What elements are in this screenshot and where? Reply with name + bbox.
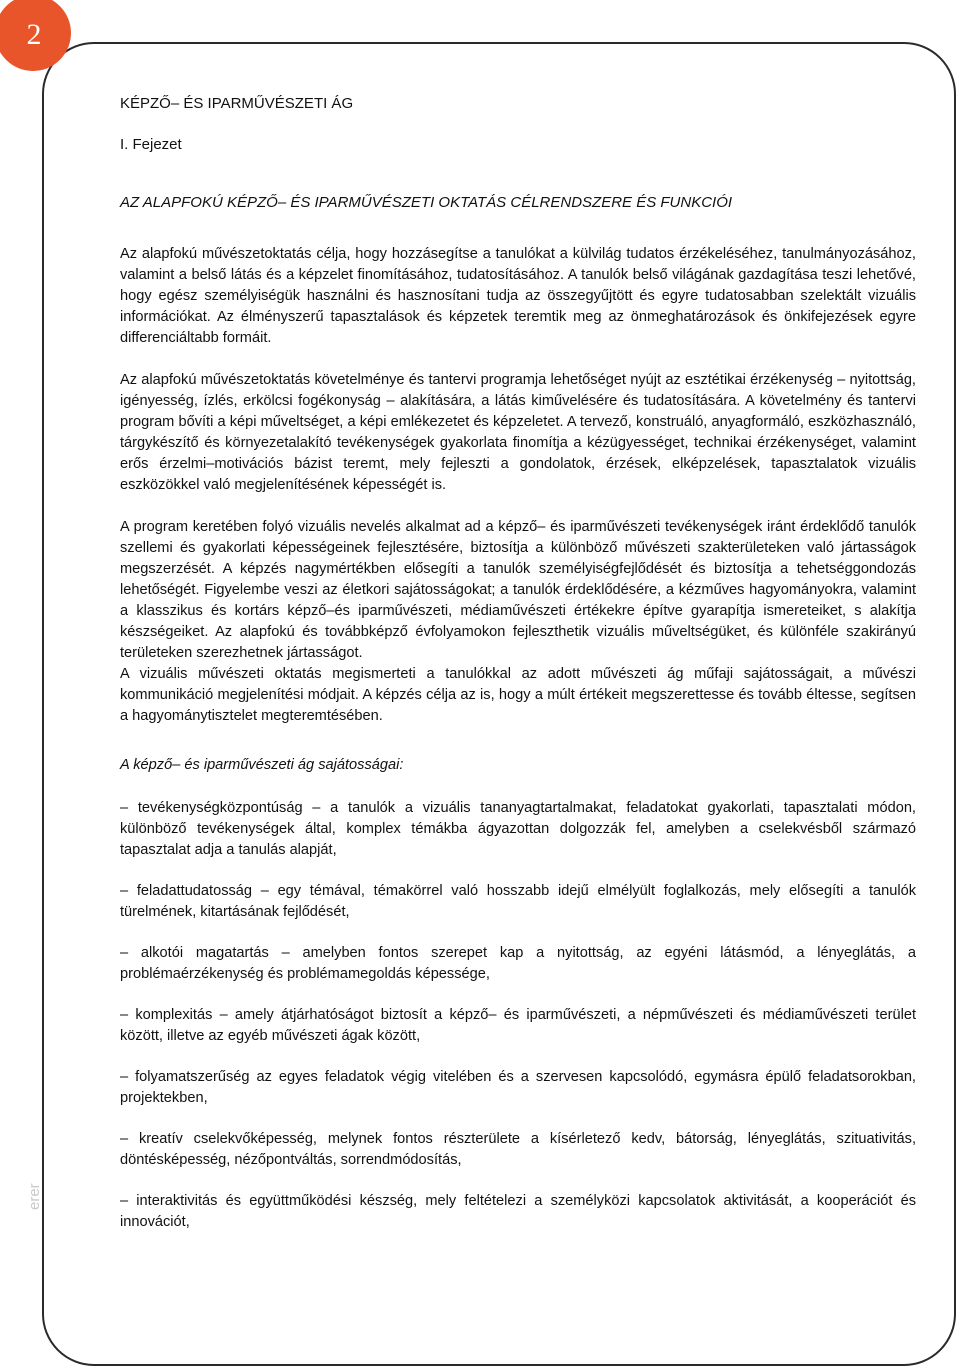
paragraph: A vizuális művészeti oktatás megismerteti a tanulókkal az adott művészeti ág műfaji sajátosságait, a művészi kommunikáció megjelenítési módjait. A képzés célja az is, hogy a múlt értékeit megszerettesse és tovább éltesse, segítsen a hagyománytisztelet megteremtésében. <box>120 666 916 724</box>
paragraph: A program keretében folyó vizuális nevelés alkalmat ad a képző– és iparművészeti tevékenységek iránt érdeklődő tanulók szellemi és gyakorlati képességeinek fejlesztésére, biztosítja a különböző művészeti szakterületeken való jártasságok megszerzését. A képzés nagymértékben elősegíti a tanulók személyiségfejlődését és biztosítja a tehetséggondozás lehetőségét. Figyelembe veszi az életkori sajátosságokat; a tanulók érdeklődésére, a kézműves hagyományokra, valamint a klasszikus és kortárs képző–és iparművészeti, médiaművészeti értékekre építve gyarapítja ismereteiket, s alakítja készségeiket. Az alapfokú és továbbképző évfolyamokon fejleszthetik vizuális műveltségüket, és különféle szakirányú területeken szerezhetnek jártasságot. <box>120 519 916 661</box>
section-title: KÉPZŐ– ÉS IPARMŰVÉSZETI ÁG <box>120 95 354 112</box>
list-item: – folyamatszerűség az egyes feladatok végig vitelében és a szervesen kapcsolódó, egymásra épülő feladatsorokban, projektekben, <box>120 1069 916 1106</box>
paragraph: Az alapfokú művészetoktatás követelménye és tantervi programja lehetőséget nyújt az esztétikai érzékenység – nyitottság, igényesség, ízlés, erkölcsi fogékonyság – alakítására, a látás kiművelésére és tudatosítására. A követelmény és tantervi program bővíti a képi műveltséget, a képi emlékezetet és képzeletet. A tervező, konstruáló, anyagformáló, eszközhasználó, tárgykészítő és környezetalakító tevékenységek gyakorlata finomítja a kézügyességet, technikai érzékenységet, valamint erős érzelmi–motivációs bázist teremt, mely fejleszti a gondolatok, érzések, elképzelések, tapasztalatok vizuális eszközökkel való megjelenítésének képességét is. <box>120 372 916 493</box>
features-heading: A képző– és iparművészeti ág sajátosságai: <box>120 757 404 773</box>
list-item: – interaktivitás és együttműködési készség, mely feltételezi a személyközi kapcsolatok aktivitását, a kooperációt és innovációt, <box>120 1193 916 1230</box>
paragraph: Az alapfokú művészetoktatás célja, hogy hozzásegítse a tanulókat a külvilág tudatos érzékeléséhez, tanulmányozásához, valamint a belső látás és a képzelet finomításához, tudatosításához. A tanulók belső világának gazdagítása teszi lehetővé, hogy egész személyiségük használni és hasznosítani tudja az összegyűjtött és egyre tudatosabban szelektált vizuális információkat. Az élményszerű tapasztalások és képzetek teremtik meg az önmeghatározások és önkifejezések egyre differenciáltabb formáit. <box>120 246 916 346</box>
side-watermark: erer <box>26 1183 43 1210</box>
feature-list <box>120 798 916 1233</box>
list-item: – tevékenységközpontúság – a tanulók a vizuális tananyagtartalmakat, feladatokat gyakorlati, tapasztalati módon, különböző tevékenységek által, komplex témákba ágyazottan dolgozzák fel, amelyben a cselekvésből származó tapasztalat adja a tanulás alapját, <box>120 800 916 858</box>
list-item: – alkotói magatartás – amelyben fontos szerepet kap a nyitottság, az egyéni látásmód, a lényeglátás, a problémaérzékenység és problémamegoldás képessége, <box>120 945 916 982</box>
list-item: – feladattudatosság – egy témával, témakörrel való hosszabb idejű elmélyült foglalkozás, mely elősegíti a tanulók türelmének, kitartásának fejlődését, <box>120 883 916 920</box>
document-body <box>120 92 916 1233</box>
page-number-badge: 2 <box>0 0 71 71</box>
list-item: – kreatív cselekvőképesség, melynek fontos részterülete a kísérletező kedv, bátorság, lényeglátás, szituativitás, döntésképesség, nézőpontváltás, sorrendmódosítás, <box>120 1131 916 1168</box>
chapter-title: I. Fejezet <box>120 136 182 153</box>
chapter-subtitle: AZ ALAPFOKÚ KÉPZŐ– ÉS IPARMŰVÉSZETI OKTATÁS CÉLRENDSZERE ÉS FUNKCIÓI <box>120 194 733 211</box>
list-item: – komplexitás – amely átjárhatóságot biztosít a képző– és iparművészeti, a népművészeti és médiaművészeti terület között, illetve az egyéb művészeti ágak között, <box>120 1007 916 1044</box>
